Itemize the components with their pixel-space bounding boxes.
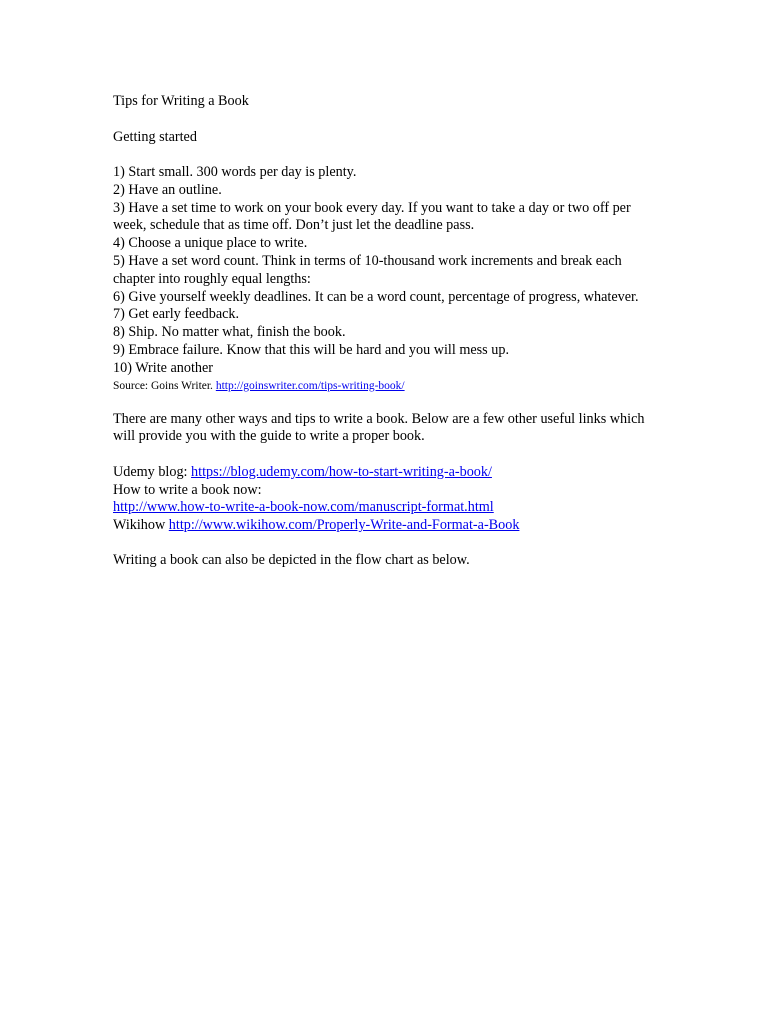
list-item-text: Write another <box>135 359 214 376</box>
list-item <box>113 324 658 342</box>
list-item-number: 3) <box>113 199 125 216</box>
list-item-number: 5) <box>113 253 125 270</box>
wikihow-link[interactable]: http://www.wikihow.com/Properly-Write-and-Format-a-Book <box>168 517 520 534</box>
list-item-text: Have a set time to work on your book every day. If you want to take a day or two off per week, schedule that as time off. Don’t just let the deadline pass. <box>113 199 631 234</box>
list-item <box>113 289 658 307</box>
udemy-label: Udemy blog: <box>113 463 188 480</box>
udemy-link[interactable]: https://blog.udemy.com/how-to-start-writing-a-book/ <box>191 463 492 480</box>
tips-list <box>113 164 658 378</box>
list-item-number: 1) <box>113 164 125 181</box>
list-item-number: 2) <box>113 181 125 198</box>
list-item <box>113 182 658 200</box>
list-item-text: Have a set word count. Think in terms of 10-thousand work increments and break each chapter into roughly equal lengths: <box>113 253 622 287</box>
list-item-text: Embrace failure. Know that this will be hard and you will mess up. <box>128 342 509 359</box>
section-heading: Getting started <box>113 128 197 145</box>
htwabn-line <box>113 499 658 517</box>
htwabn-label: How to write a book now: <box>113 481 262 498</box>
list-item <box>113 253 658 289</box>
list-item <box>113 306 658 324</box>
list-item-number: 7) <box>113 306 125 323</box>
list-item-text: Have an outline. <box>128 181 222 198</box>
list-item-number: 8) <box>113 324 125 341</box>
list-item <box>113 200 658 236</box>
wikihow-label: Wikihow <box>113 517 166 534</box>
list-item-text: Choose a unique place to write. <box>128 235 308 252</box>
list-item-text: Give yourself weekly deadlines. It can be a word count, percentage of progress, whatever. <box>128 288 639 305</box>
list-item-text: Start small. 300 words per day is plenty. <box>128 164 357 181</box>
list-item-number: 10) <box>113 359 132 376</box>
list-item-number: 4) <box>113 235 125 252</box>
list-item <box>113 360 658 378</box>
links-block <box>113 464 658 535</box>
list-item-text: Ship. No matter what, finish the book. <box>128 324 346 341</box>
list-item <box>113 164 658 182</box>
source-link[interactable]: http://goinswriter.com/tips-writing-book/ <box>215 379 405 392</box>
source-label: Source: Goins Writer. <box>113 379 213 392</box>
htwabn-link[interactable]: http://www.how-to-write-a-book-now.com/manuscript-format.html <box>113 499 494 516</box>
list-item <box>113 342 658 360</box>
closing-paragraph: Writing a book can also be depicted in the flow chart as below. <box>113 552 470 569</box>
wikihow-line <box>113 517 658 535</box>
document-title: Tips for Writing a Book <box>113 93 249 109</box>
list-item <box>113 235 658 253</box>
list-item-number: 9) <box>113 342 125 359</box>
list-item-text: Get early feedback. <box>128 306 240 323</box>
source-line <box>113 378 658 395</box>
list-item-number: 6) <box>113 288 125 305</box>
body-paragraph: There are many other ways and tips to write a book. Below are a few other useful links which will provide you with the guide to write a proper book. <box>113 410 645 445</box>
udemy-line <box>113 464 658 482</box>
document-page <box>113 93 658 570</box>
